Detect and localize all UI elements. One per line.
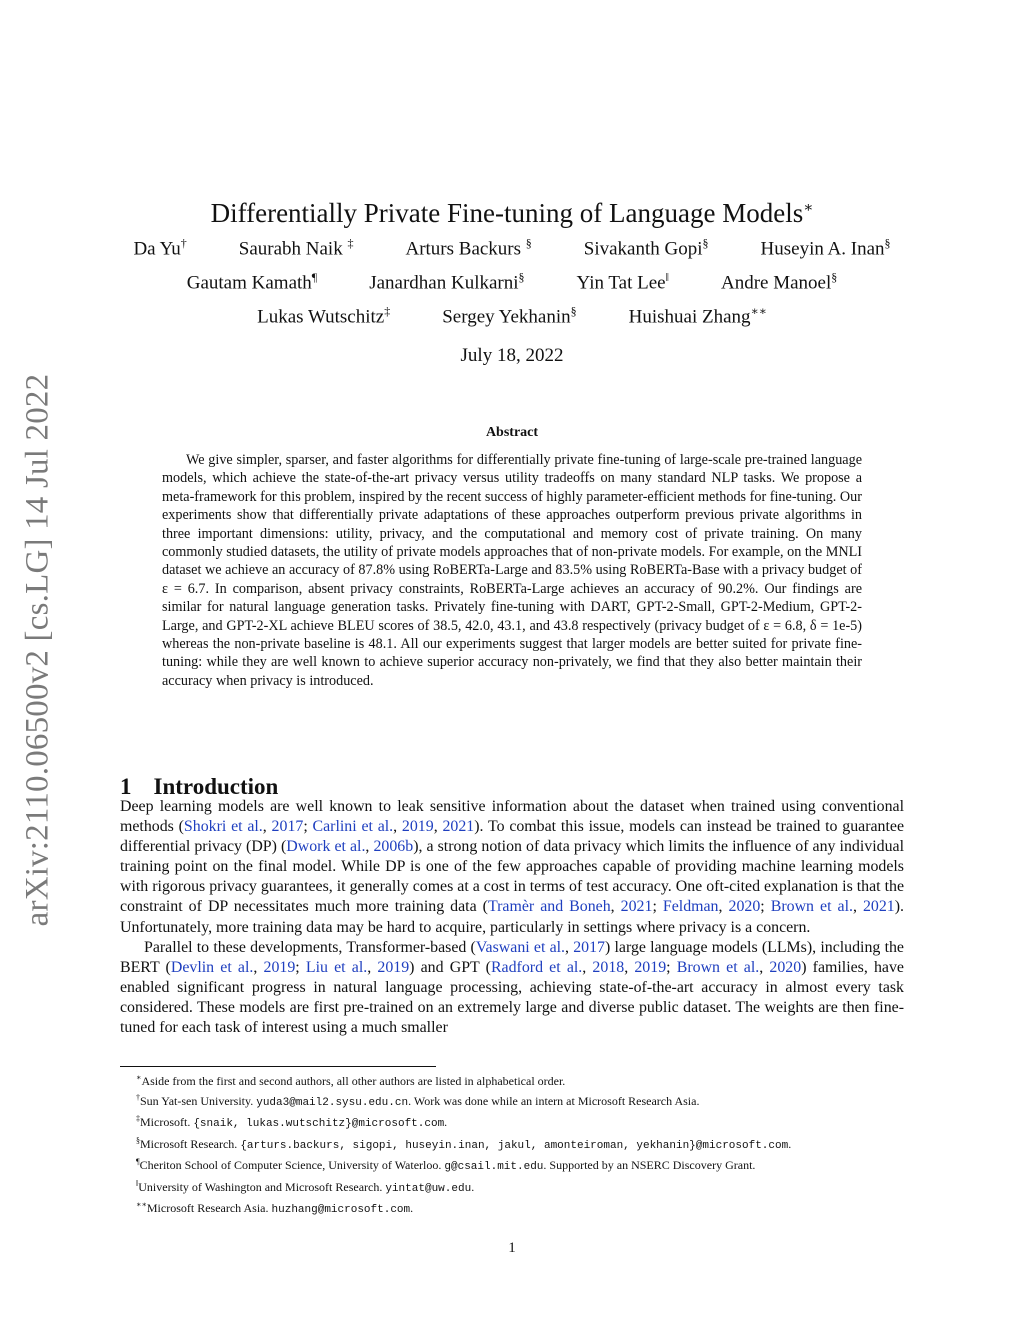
author-name-text: Da Yu <box>133 238 181 260</box>
footnote-mark: ∗∗ <box>136 1200 147 1209</box>
citation-link[interactable]: 2019 <box>634 958 667 976</box>
author-affiliation-mark: § <box>525 236 532 250</box>
email-address: {snaik, lukas.wutschitz}@microsoft.com <box>193 1118 445 1130</box>
author-affiliation-mark: ¶ <box>311 270 318 284</box>
author-affiliation-mark: ‡ <box>347 236 354 250</box>
text-run: , <box>582 958 593 976</box>
text-run: , <box>253 958 264 976</box>
text-run: , <box>393 818 402 836</box>
author-name <box>721 270 837 294</box>
paper-title <box>0 198 1024 229</box>
abstract-heading: Abstract <box>485 425 539 440</box>
footnote <box>120 1154 904 1176</box>
author-affiliation-mark: † <box>180 236 187 250</box>
text-run: , <box>433 818 443 836</box>
footnote <box>120 1133 904 1155</box>
footnote-mark: † <box>136 1092 140 1102</box>
footnote <box>120 1090 904 1112</box>
author-name <box>405 236 531 260</box>
text-run: ). To combat this issue, models can instead be trained to guarantee differential privacy (DP) ( <box>120 818 905 856</box>
text-run: , <box>365 838 374 856</box>
citation-link[interactable]: 2021 <box>620 898 653 916</box>
text-run: , <box>565 938 574 956</box>
citation-link[interactable]: 2006b <box>373 838 414 856</box>
text-run: ; <box>652 898 663 916</box>
author-row-1 <box>0 236 1024 260</box>
author-name-text: Yin Tat Lee <box>576 272 666 294</box>
citation-link[interactable]: Vaswani et al. <box>475 938 566 956</box>
text-run: ) families, have enabled significant progress in natural language processing, achieving state-of-the-art accuracy in almost every task considered. These models are first pre-trained on an extremely large and diverse public dataset. The weights are then fine-tuned for each task of interest using a much smaller <box>120 958 904 1037</box>
text-run: ), a strong notion of data privacy which limits the influence of any individual training point on the final model. While DP is one of the few approaches capable of providing machine learning models with rigorous privacy guarantees, it generally comes at a cost in terms of test accuracy. One oft-cited explanation is that the constraint of DP necessitates much more training data ( <box>120 838 904 916</box>
text-run: . <box>788 1136 792 1151</box>
body-paragraph <box>120 797 904 938</box>
citation-link[interactable]: 2021 <box>442 818 475 836</box>
author-name <box>133 236 186 260</box>
author-affiliation-mark: § <box>518 270 525 284</box>
text-run: ). Unfortunately, more training data may be hard to acquire, particularly in settings where privacy is a concern. <box>120 898 905 936</box>
author-name-text: Sergey Yekhanin <box>442 306 571 328</box>
author-name-text: Arturs Backurs <box>405 238 526 260</box>
text-run: . Supported by an NSERC Discovery Grant. <box>543 1158 756 1172</box>
email-address: {arturs.backurs, sigopi, huseyin.inan, jakul, amonteiroman, yekhanin}@microsoft.com <box>240 1139 789 1152</box>
author-name <box>187 270 317 294</box>
citation-link[interactable]: Shokri et al. <box>183 818 263 836</box>
text-run: . <box>471 1179 475 1194</box>
citation-link[interactable]: 2019 <box>263 958 296 976</box>
author-affiliation-mark: § <box>702 236 709 250</box>
citation-link[interactable]: 2017 <box>271 818 304 836</box>
citation-link[interactable]: Liu et al. <box>305 958 368 976</box>
text-run: . <box>444 1115 448 1129</box>
text-run: ; <box>666 958 677 976</box>
text-run: , <box>262 818 272 836</box>
footnote-mark: ∗ <box>136 1073 142 1082</box>
author-row-3 <box>0 304 1024 328</box>
author-affiliation-mark: ∗∗ <box>750 304 767 318</box>
author-name-text: Gautam Kamath <box>186 272 312 294</box>
email-address: yintat@uw.edu <box>385 1182 472 1195</box>
author-name <box>239 236 354 260</box>
text-run: Deep learning models are well known to leak sensitive information about the dataset when trained using conventional methods ( <box>120 798 904 836</box>
publication-date: July 18, 2022 <box>460 345 564 366</box>
citation-link[interactable]: 2017 <box>573 938 605 956</box>
author-name-text: Saurabh Naik <box>238 238 348 260</box>
citation-link[interactable]: 2020 <box>728 898 761 916</box>
author-name <box>584 236 709 260</box>
author-name <box>761 236 891 260</box>
author-name-text: Huishuai Zhang <box>628 306 751 328</box>
author-affiliation-mark: § <box>831 270 838 284</box>
abstract-text: We give simpler, sparser, and faster algorithms for differentially private fine-tuning of large-scale pre-trained language models, which achieve the state-of-the-art privacy versus utility tradeoffs on many standard NLP tasks. We propose a meta-framework for this problem, inspired by the recent success of highly parameter-efficient methods for fine-tuning. Our experiments show that differentially private adaptations of these approaches outperform previous private algorithms in three important dimensions: utility, privacy, and the computational and memory cost of private training. On many commonly studied datasets, the utility of private models approaches that of non-private models. For example, on the MNLI dataset we achieve an accuracy of 87.8% using RoBERTa-Large and 83.5% using RoBERTa-Base with a privacy budget of ε = 6.7. In comparison, absent privacy constraints, RoBERTa-Large achieves an accuracy of 90.2%. Our findings are similar for natural language generation tasks. Privately fine-tuning with DART, GPT-2-Small, GPT-2-Medium, GPT-2-Large, and GPT-2-XL achieve BLEU scores of 38.5, 42.0, 43.1, and 43.8 respectively (privacy budget of ε = 6.8, δ = 1e-5) whereas the non-private baseline is 48.1. All our experiments suggest that larger models are better suited for private fine-tuning: while they are well known to achieve superior accuracy non-privately, we find that they also better maintain their accuracy when privacy is introduced. <box>162 452 862 689</box>
text-run: . Work was done while an intern at Microsoft Research Asia. <box>408 1093 700 1108</box>
text-run: ) and GPT ( <box>409 958 491 976</box>
text-run: University of Washington and Microsoft Research. <box>138 1179 386 1194</box>
author-name <box>629 304 767 328</box>
author-name <box>442 304 576 328</box>
author-name-text: Andre Manoel <box>720 272 832 294</box>
text-run: ; <box>295 958 306 976</box>
citation-link[interactable]: 2019 <box>401 818 434 836</box>
author-affiliation-mark: § <box>884 236 891 250</box>
page-number: 1 <box>508 1240 516 1256</box>
footnotes <box>120 1070 904 1219</box>
author-name <box>369 270 524 294</box>
citation-link[interactable]: 2020 <box>769 958 802 976</box>
text-run: Microsoft Research Asia. <box>146 1201 272 1215</box>
footnote-divider <box>120 1066 436 1067</box>
author-name-text: Lukas Wutschitz <box>257 306 385 328</box>
text-run: , <box>718 898 729 916</box>
text-run: Microsoft. <box>140 1115 194 1129</box>
author-name <box>257 304 390 328</box>
section-number: 1 <box>120 774 132 800</box>
text-run: , <box>610 898 621 916</box>
author-name-text: Huseyin A. Inan <box>760 238 885 260</box>
citation-link[interactable]: 2019 <box>377 958 410 976</box>
footnote-mark: ‖ <box>136 1178 139 1188</box>
text-run: Parallel to these developments, Transformer-based ( <box>144 938 476 956</box>
footnote <box>120 1070 904 1090</box>
text-run: , <box>624 958 635 976</box>
text-run: ) large language models (LLMs), including the BERT ( <box>120 938 904 976</box>
email-address: g@csail.mit.edu <box>444 1161 544 1173</box>
email-address: yuda3@mail2.sysu.edu.cn <box>256 1096 409 1109</box>
section-title: Introduction <box>153 774 279 800</box>
text-run: ; <box>303 818 313 836</box>
citation-link[interactable]: Radford et al. <box>490 958 583 976</box>
citation-link[interactable]: Brown et al. <box>676 958 760 976</box>
footnote <box>120 1111 904 1133</box>
footnote-mark: § <box>136 1135 140 1145</box>
footnote-mark: ‡ <box>136 1114 140 1123</box>
email-address: huzhang@microsoft.com <box>271 1204 411 1216</box>
footnote <box>120 1176 904 1198</box>
author-affiliation-mark: ‖ <box>665 270 669 284</box>
citation-link[interactable]: Dwork et al. <box>286 838 366 856</box>
text-run: ; <box>760 898 771 916</box>
author-row-2 <box>0 270 1024 294</box>
text-run: Cheriton School of Computer Science, University of Waterloo. <box>139 1158 445 1172</box>
body-paragraph <box>120 938 904 1038</box>
citation-link[interactable]: Feldman <box>662 898 719 916</box>
citation-link[interactable]: 2018 <box>592 958 625 976</box>
author-affiliation-mark: § <box>570 304 577 318</box>
text-run: Aside from the first and second authors, all other authors are listed in alphabetical order. <box>141 1074 566 1088</box>
arxiv-identifier-stamp: arXiv:2110.06500v2 [cs.LG] 14 Jul 2022 <box>19 373 56 927</box>
citation-link[interactable]: 2021 <box>862 898 895 916</box>
text-run: , <box>759 958 770 976</box>
text-run: , <box>367 958 378 976</box>
citation-link[interactable]: Devlin et al. <box>170 958 254 976</box>
paper-title-text: Differentially Private Fine-tuning of Language Models <box>210 198 804 229</box>
citation-link[interactable]: Brown et al. <box>770 898 853 916</box>
footnote-mark: ¶ <box>136 1157 140 1166</box>
citation-link[interactable]: Carlini et al. <box>312 818 394 836</box>
text-run: , <box>852 898 863 916</box>
title-footnote-mark: ∗ <box>803 200 814 217</box>
author-name-text: Sivakanth Gopi <box>583 238 703 260</box>
author-name <box>577 270 669 294</box>
citation-link[interactable]: Tramèr and Boneh <box>487 898 611 916</box>
text-run: Microsoft Research. <box>140 1136 241 1151</box>
introduction-body <box>120 797 904 1038</box>
author-name-text: Janardhan Kulkarni <box>369 272 519 294</box>
text-run: Sun Yat-sen University. <box>140 1093 257 1108</box>
author-affiliation-mark: ‡ <box>384 304 391 318</box>
footnote <box>120 1197 904 1219</box>
text-run: . <box>410 1201 414 1215</box>
